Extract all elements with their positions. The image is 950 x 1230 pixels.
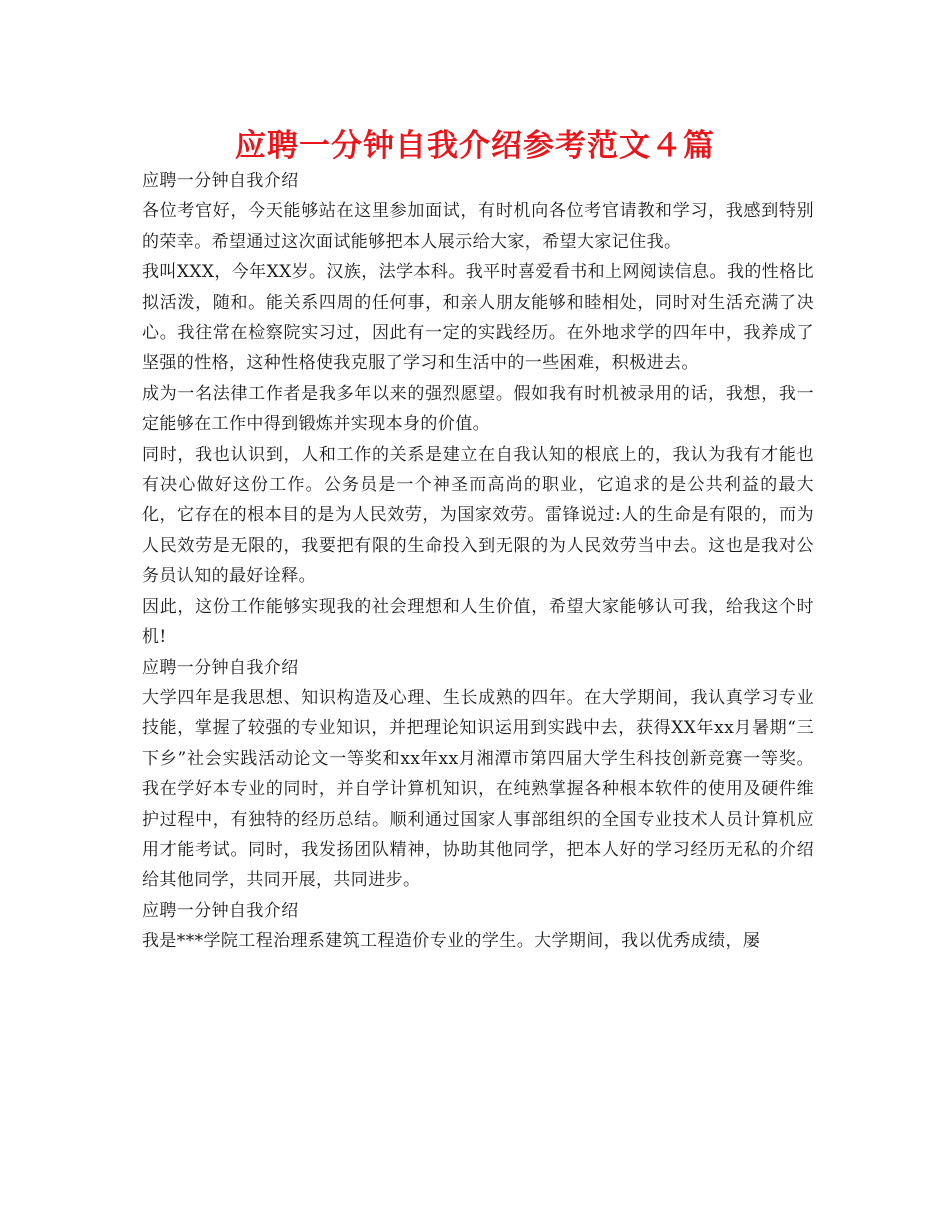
paragraph: 各位考官好，今天能够站在这里参加面试，有时机向各位考官请教和学习，我感到特别的荣幸。希望通过这次面试能够把本人展示给大家，希望大家记住我。 [142,201,814,252]
paragraph: 因此，这份工作能够实现我的社会理想和人生价值，希望大家能够认可我，给我这个时机! [142,596,814,648]
document-title: 应聘一分钟自我介绍参考范文４篇 [235,128,715,164]
paragraph: 成为一名法律工作者是我多年以来的强烈愿望。假如我有时机被录用的话，我想，我一定能够在工作中得到锻炼并实现本身的价值。 [142,383,814,435]
paragraph: 我叫XXX，今年XX岁。汉族，法学本科。我平时喜爱看书和上网阅读信息。我的性格比拟活泼，随和。能关系四周的任何事，和亲人朋友能够和睦相处，同时对生活充满了决心。我往常在检察院实习过，因此有一定的实践经历。在外地求学的四年中，我养成了坚强的性格，这种性格使我克服了学习和生活中的一些困难，积极进去。 [142,262,814,374]
section-heading: 应聘一分钟自我介绍 [142,171,299,191]
document-body [142,166,814,957]
section-heading: 应聘一分钟自我介绍 [142,657,299,678]
paragraph: 大学四年是我思想、知识构造及心理、生长成熟的四年。在大学期间，我认真学习专业技能，掌握了较强的专业知识，并把理论知识运用到实践中去，获得XX年xx月暑期“三下乡”社会实践活动论文一等奖和xx年xx月湘潭市第四届大学生科技创新竞赛一等奖。我在学好本专业的同时，并自学计算机知识，在纯熟掌握各种根本软件的使用及硬件维护过程中，有独特的经历总结。顺利通过国家人事部组织的全国专业技术人员计算机应用才能考试。同时，我发扬团队精神，协助其他同学，把本人好的学习经历无私的介绍给其他同学，共同开展，共同进步。 [142,687,814,891]
section-heading: 应聘一分钟自我介绍 [142,900,299,921]
paragraph: 同时，我也认识到，人和工作的关系是建立在自我认知的根底上的，我认为我有才能也有决心做好这份工作。公务员是一个神圣而高尚的职业，它追求的是公共利益的最大化，它存在的根本目的是为人民效劳，为国家效劳。雷锋说过:人的生命是有限的，而为人民效劳是无限的，我要把有限的生命投入到无限的为人民效劳当中去。这也是我对公务员认知的最好诠释。 [142,444,814,587]
paragraph: 我是***学院工程治理系建筑工程造价专业的学生。大学期间，我以优秀成绩，屡 [142,931,761,952]
